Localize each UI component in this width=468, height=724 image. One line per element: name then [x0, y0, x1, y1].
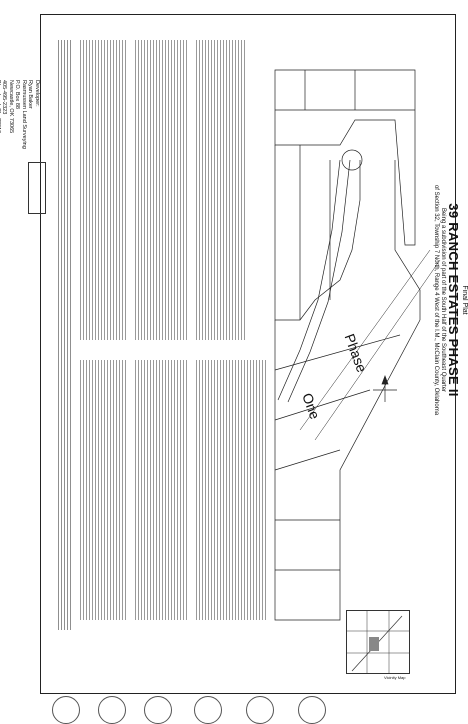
vicinity-map	[346, 610, 410, 674]
plat-title: 39 RANCH ESTATES PHASE II	[446, 203, 461, 397]
developer-line: Ryan Baker	[27, 80, 34, 109]
lot-north	[275, 70, 415, 245]
legend-box	[28, 162, 46, 214]
plat-description-2: of Section 32, Township 7 North, Range 4 West of the I.M., McClain County, Oklahoma	[433, 184, 439, 416]
north-arrow	[373, 376, 397, 402]
certificate-text-column-2	[80, 40, 126, 340]
certificate-text-column-5	[135, 360, 187, 620]
developer-line	[0, 80, 1, 190]
certificate-text-column-4	[135, 40, 187, 340]
certificate-text-column-6	[196, 40, 246, 340]
certificate-text-column-1	[58, 40, 72, 630]
developer-line: Newcastle, OK 73065	[8, 80, 14, 134]
vicinity-map-label: Vicinity Map	[384, 675, 406, 680]
developer-line: P.O. Box 88	[14, 80, 21, 109]
phase-label-word1: Phase	[341, 331, 371, 375]
developer-line: Rasmussen Land Surveying	[21, 80, 27, 149]
phase-label-word2: One	[299, 390, 324, 422]
developer-line: Developer:	[34, 80, 40, 107]
vicinity-map-drawing	[347, 611, 409, 673]
developer-line: 405-495-2323	[1, 80, 8, 115]
certificate-text-column-7	[196, 360, 266, 620]
certificate-text-column-3	[80, 360, 126, 620]
plat-type-label: Final Plat	[461, 285, 468, 315]
plat-description-1: Being a subdivision of part of the South Half of the Southeast Quarter	[440, 207, 446, 393]
